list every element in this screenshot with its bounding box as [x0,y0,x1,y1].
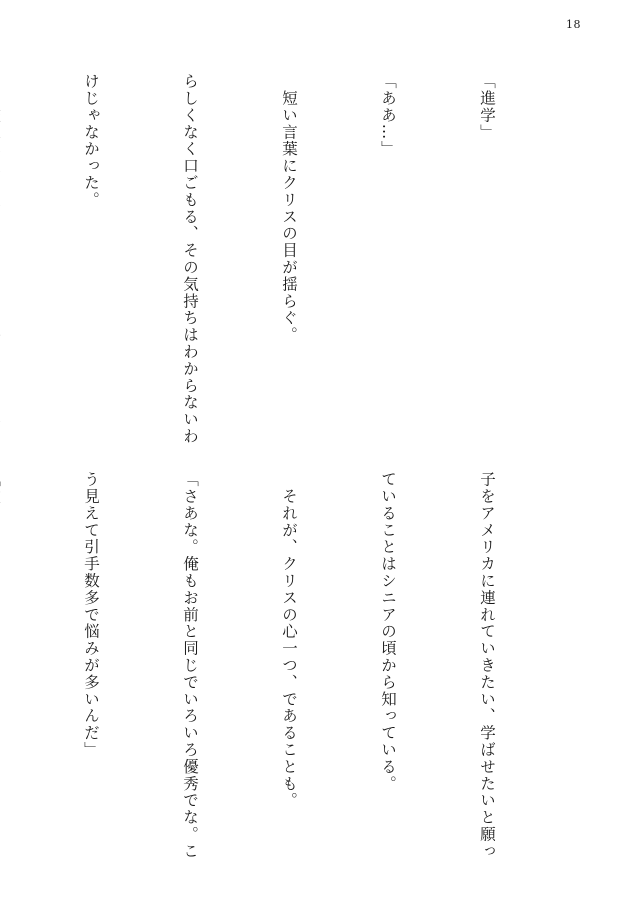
text-line: 短い言葉にクリスの目が揺らぐ。 [280,73,298,344]
page-number: 18 [566,18,581,31]
text-line: う見えて引手数多で悩みが多いんだ」 [82,471,100,759]
text-line: 「さあな。俺もお前と同じでいろいろ優秀でな。こ [181,471,199,860]
text-line: けじゃなかった。 [82,73,100,209]
text-line [0,471,8,833]
text-line: 「ああ…」 [379,73,397,158]
text-line: ていることはシニアの頃から知っている。 [379,471,397,793]
text-line: 「進学」 [478,73,496,141]
text-line: それが、クリスの心一つ、であることも。 [280,471,298,809]
text-line [0,73,8,435]
upper-text-block [49,73,569,445]
text-line: 子をアメリカに連れていきたい、学ばせたいと願っ [478,471,496,860]
lower-text-block [49,471,569,860]
text-line: らしくなく口ごもる、その気持ちはわからないわ [181,73,199,445]
